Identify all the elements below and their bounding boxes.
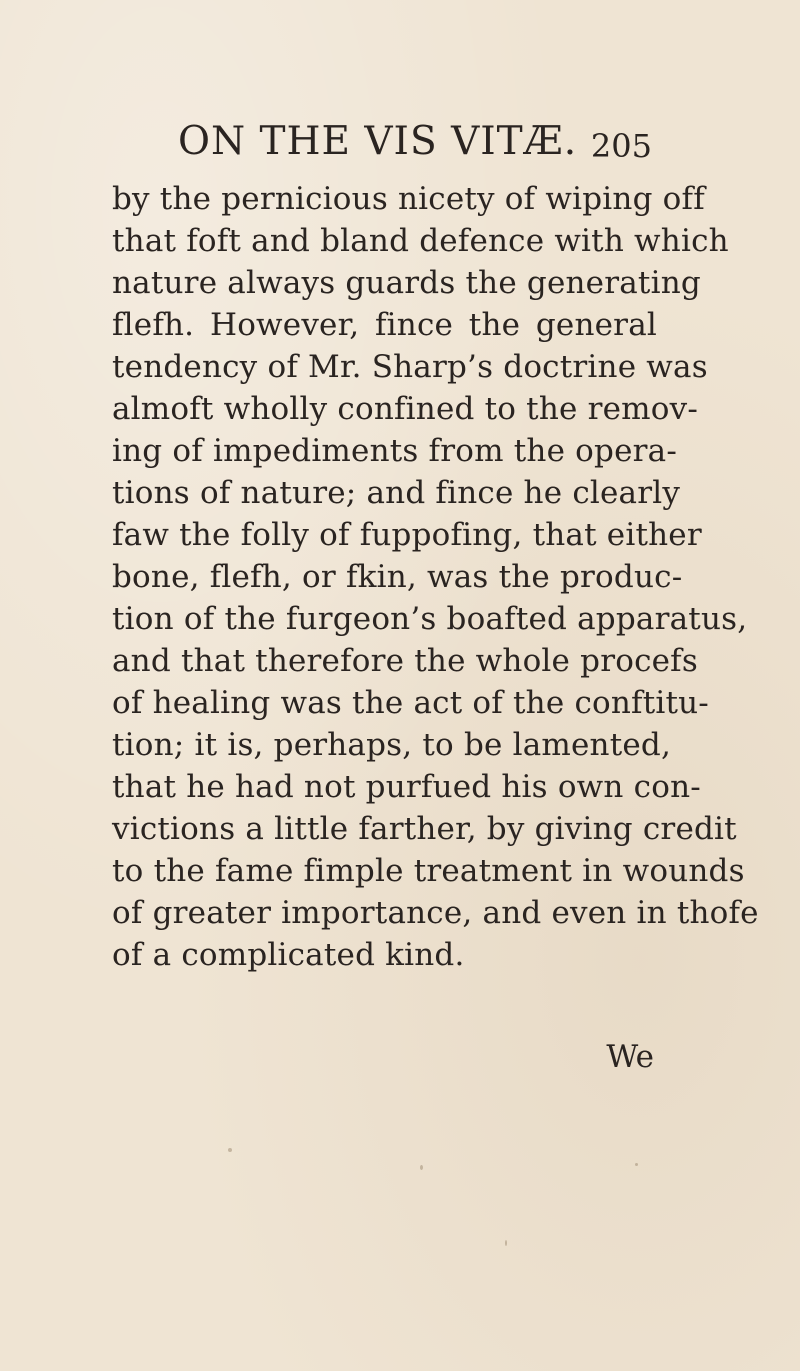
text-line: to the fame fimple treatment in wounds <box>112 853 745 889</box>
page-header <box>178 120 652 164</box>
text-line: of a complicated kind. <box>112 937 465 973</box>
text-line: faw the folly of fuppofing, that either <box>112 517 702 553</box>
body-text <box>112 178 759 976</box>
paper-speck <box>635 1163 638 1166</box>
paper-speck <box>420 1165 423 1170</box>
text-line: victions a little farther, by giving credit <box>112 811 737 847</box>
text-line: tion of the furgeon’s boafted apparatus, <box>112 601 748 637</box>
text-line: flefh. However, fince the general <box>112 307 657 343</box>
paper-speck <box>228 1148 232 1152</box>
text-line: that foft and bland defence with which <box>112 223 729 259</box>
page-number: 205 <box>590 127 652 165</box>
text-line: almoft wholly confined to the remov- <box>112 391 698 427</box>
text-line: tion; it is, perhaps, to be lamented, <box>112 727 671 763</box>
text-line: and that therefore the whole procefs <box>112 643 698 679</box>
text-line: tendency of Mr. Sharp’s doctrine was <box>112 349 708 385</box>
running-title: ON THE VIS VITÆ. <box>178 119 578 164</box>
text-line: bone, flefh, or fkin, was the produc- <box>112 559 683 595</box>
paper-speck <box>505 1240 507 1246</box>
text-line: of greater importance, and even in thofe <box>112 895 759 931</box>
text-line: that he had not purfued his own con- <box>112 769 701 805</box>
catchword: We <box>606 1039 654 1075</box>
text-line: tions of nature; and fince he clearly <box>112 475 681 511</box>
text-line: by the pernicious nicety of wiping off <box>112 181 705 217</box>
text-line: of healing was the act of the conftitu- <box>112 685 709 721</box>
text-line: ing of impediments from the opera- <box>112 433 678 469</box>
text-line: nature always guards the generating <box>112 265 701 301</box>
